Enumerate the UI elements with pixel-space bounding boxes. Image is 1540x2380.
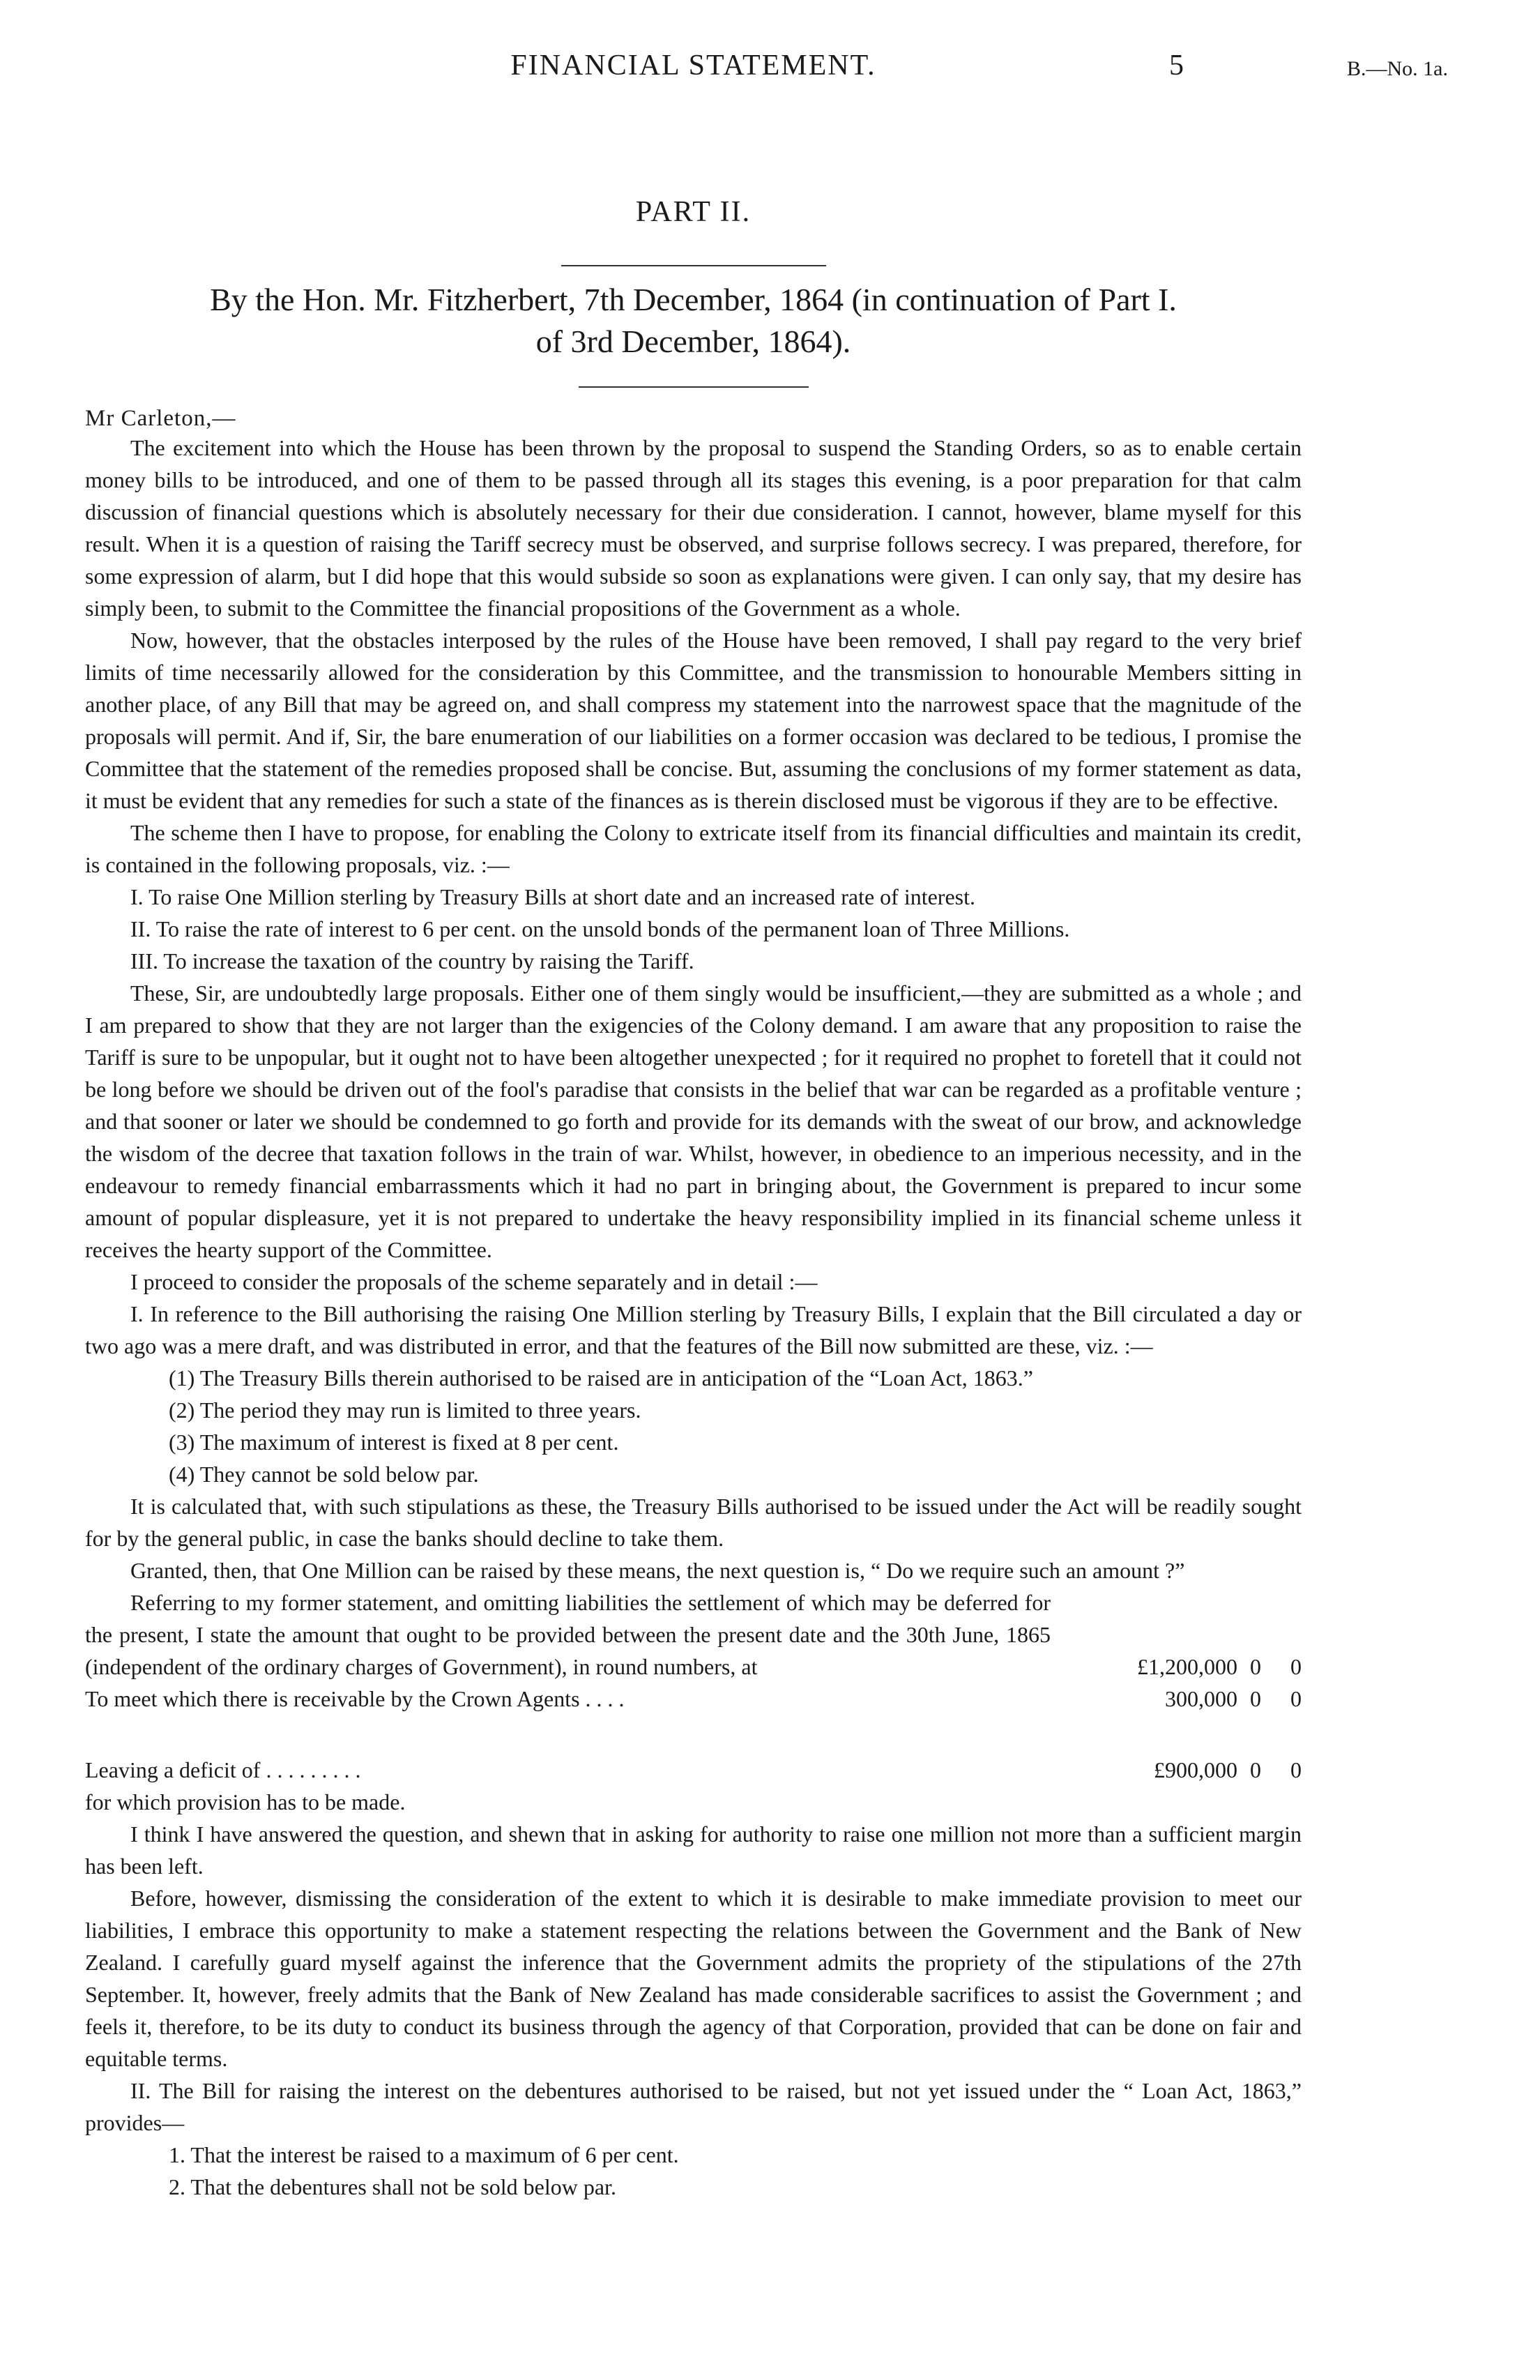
account-pence: 0 [1290, 1686, 1302, 1711]
list-item: (2) The period they may run is limited to three years. [169, 1397, 641, 1423]
paragraph: for which provision has to be made. [85, 1789, 406, 1814]
paragraph: I think I have answered the question, and shewn that in asking for authority to raise one million not more than a sufficient margin has been left. [85, 1821, 1302, 1879]
list-item: (1) The Treasury Bills therein authorised to be raised are in anticipation of the “Loan Act, 1863.” [169, 1365, 1033, 1390]
paragraph: Before, however, dismissing the consideration of the extent to which it is desirable to make immediate provision to meet our liabilities, I embrace this opportunity to make a statement respecting the relations between the Government and the Bank of New Zealand. I carefully guard myself against the inference that the Government admits the propriety of the stipulations of the 27th September. It, however, freely admits that the Bank of New Zealand has made considerable sacrifices to assist the Government ; and feels it, therefore, to be its duty to conduct its business through the agency of that Corporation, provided that can be done on fair and equitable terms. [85, 1886, 1302, 2071]
part-heading: PART II. [635, 196, 752, 228]
account-label: To meet which there is receivable by the Crown Agents . . . . [85, 1686, 625, 1711]
document-page [85, 49, 1448, 2203]
byline-line-2: of 3rd December, 1864). [535, 324, 851, 359]
page-number: 5 [1169, 50, 1184, 82]
paragraph: I proceed to consider the proposals of the scheme separately and in detail :— [130, 1269, 818, 1294]
proposal-2: II. To raise the rate of interest to 6 per cent. on the unsold bonds of the permanent loan of Three Millions. [130, 916, 1070, 941]
document-reference: B.—No. 1a. [1347, 57, 1448, 80]
paragraph: Granted, then, that One Million can be raised by these means, the next question is, “ Do we require such an amount ?” [130, 1558, 1185, 1583]
account-amount: 300,000 [1165, 1686, 1237, 1711]
account-label: Leaving a deficit of . . . . . . . . . [85, 1757, 361, 1782]
account-row-deficit [85, 1754, 1302, 1786]
salutation: Mr Carleton,— [85, 406, 236, 431]
paragraph: It is calculated that, with such stipulations as these, the Treasury Bills authorised to be issued under the Act will be readily sought for by the general public, in case the banks should decline to take them. [85, 1494, 1302, 1551]
paragraph: Now, however, that the obstacles interposed by the rules of the House have been removed, I shall pay regard to the very brief limits of time necessarily allowed for the consideration by this Committee, and the transmission to honourable Members sitting in another place, of any Bill that may be agreed on, and shall compress my statement into the narrowest space that the magnitude of the proposals will permit. And if, Sir, the bare enumeration of our liabilities on a former occasion was declared to be tedious, I promise the Committee that the statement of the remedies proposed shall be concise. But, assuming the conclusions of my former statement as data, it must be evident that any remedies for such a state of the finances as is therein disclosed must be vigorous if they are to be effective. [85, 628, 1302, 813]
account-shillings: 0 [1250, 1654, 1261, 1679]
account-amount: £1,200,000 [1137, 1654, 1237, 1679]
running-header [85, 49, 1448, 105]
paragraph: I. In reference to the Bill authorising the raising One Million sterling by Treasury Bills, I explain that the Bill circulated a day or two ago was a mere draft, and was distributed in error, and that the features of the Bill now submitted are these, viz. :— [85, 1301, 1302, 1358]
paragraph: The scheme then I have to propose, for enabling the Colony to extricate itself from its financial difficulties and maintain its credit, is contained in the following proposals, viz. :— [85, 820, 1302, 877]
list-item: 2. That the debentures shall not be sold below par. [169, 2174, 616, 2199]
byline-line-1: By the Hon. Mr. Fitzherbert, 7th December, 1864 (in continuation of Part I. [210, 282, 1177, 317]
paragraph: The excitement into which the House has been thrown by the proposal to suspend the Standing Orders, so as to enable certain money bills to be introduced, and one of them to be passed through all its stages this evening, is a poor preparation for that calm discussion of financial questions which is absolutely necessary for their due consideration. I cannot, however, blame myself for this result. When it is a question of raising the Tariff secrecy must be observed, and surprise follows secrecy. I was prepared, therefore, for some expression of alarm, but I did hope that this would subside so soon as explanations were given. I can only say, that my desire has simply been, to submit to the Committee the financial propositions of the Government as a whole. [85, 435, 1302, 621]
account-shillings: 0 [1250, 1757, 1261, 1782]
paragraph: Referring to my former statement, and omitting liabilities the settlement of which may be deferred for the present, I state the amount that ought to be provided between the present date and the 30th June, 1865 (independent of the ordinary charges of Government), in round numbers, at [85, 1590, 1051, 1679]
proposal-3: III. To increase the taxation of the country by raising the Tariff. [130, 948, 694, 973]
spacer [85, 1715, 1302, 1754]
proposal-1: I. To raise One Million sterling by Treasury Bills at short date and an increased rate of interest. [130, 884, 975, 909]
heading-rule [561, 265, 826, 266]
account-shillings: 0 [1250, 1686, 1261, 1711]
account-pence: 0 [1290, 1757, 1302, 1782]
account-row [85, 1651, 1302, 1683]
byline-rule [579, 386, 809, 388]
list-item: (4) They cannot be sold below par. [169, 1462, 479, 1487]
account-amount: £900,000 [1154, 1757, 1237, 1782]
paragraph: II. The Bill for raising the interest on the debentures authorised to be raised, but not yet issued under the “ Loan Act, 1863,” provides— [85, 2078, 1302, 2135]
paragraph: These, Sir, are undoubtedly large proposals. Either one of them singly would be insufficient,—they are submitted as a whole ; and I am prepared to show that they are not larger than the exigencies of the Colony demand. I am aware that any proposition to raise the Tariff is sure to be unpopular, but it ought not to have been altogether unexpected ; for it required no prophet to foretell that it could not be long before we should be driven out of the fool's paradise that consists in the belief that war can be regarded as a profitable venture ; and that sooner or later we should be condemned to go forth and provide for its demands with the sweat of our brow, and acknowledge the wisdom of the decree that taxation follows in the train of war. Whilst, however, in obedience to an imperious necessity, and in the endeavour to remedy financial embarrassments which it had no part in bringing about, the Government is prepared to incur some amount of popular displeasure, yet it is not prepared to undertake the heavy responsibility implied in its financial scheme unless it receives the hearty support of the Committee. [85, 980, 1302, 1262]
account-pence: 0 [1290, 1654, 1302, 1679]
list-item: 1. That the interest be raised to a maximum of 6 per cent. [169, 2142, 679, 2167]
account-row [85, 1683, 1302, 1715]
list-item: (3) The maximum of interest is fixed at 8 per cent. [169, 1430, 619, 1455]
byline [85, 279, 1302, 363]
header-title: FINANCIAL STATEMENT. [510, 50, 876, 82]
